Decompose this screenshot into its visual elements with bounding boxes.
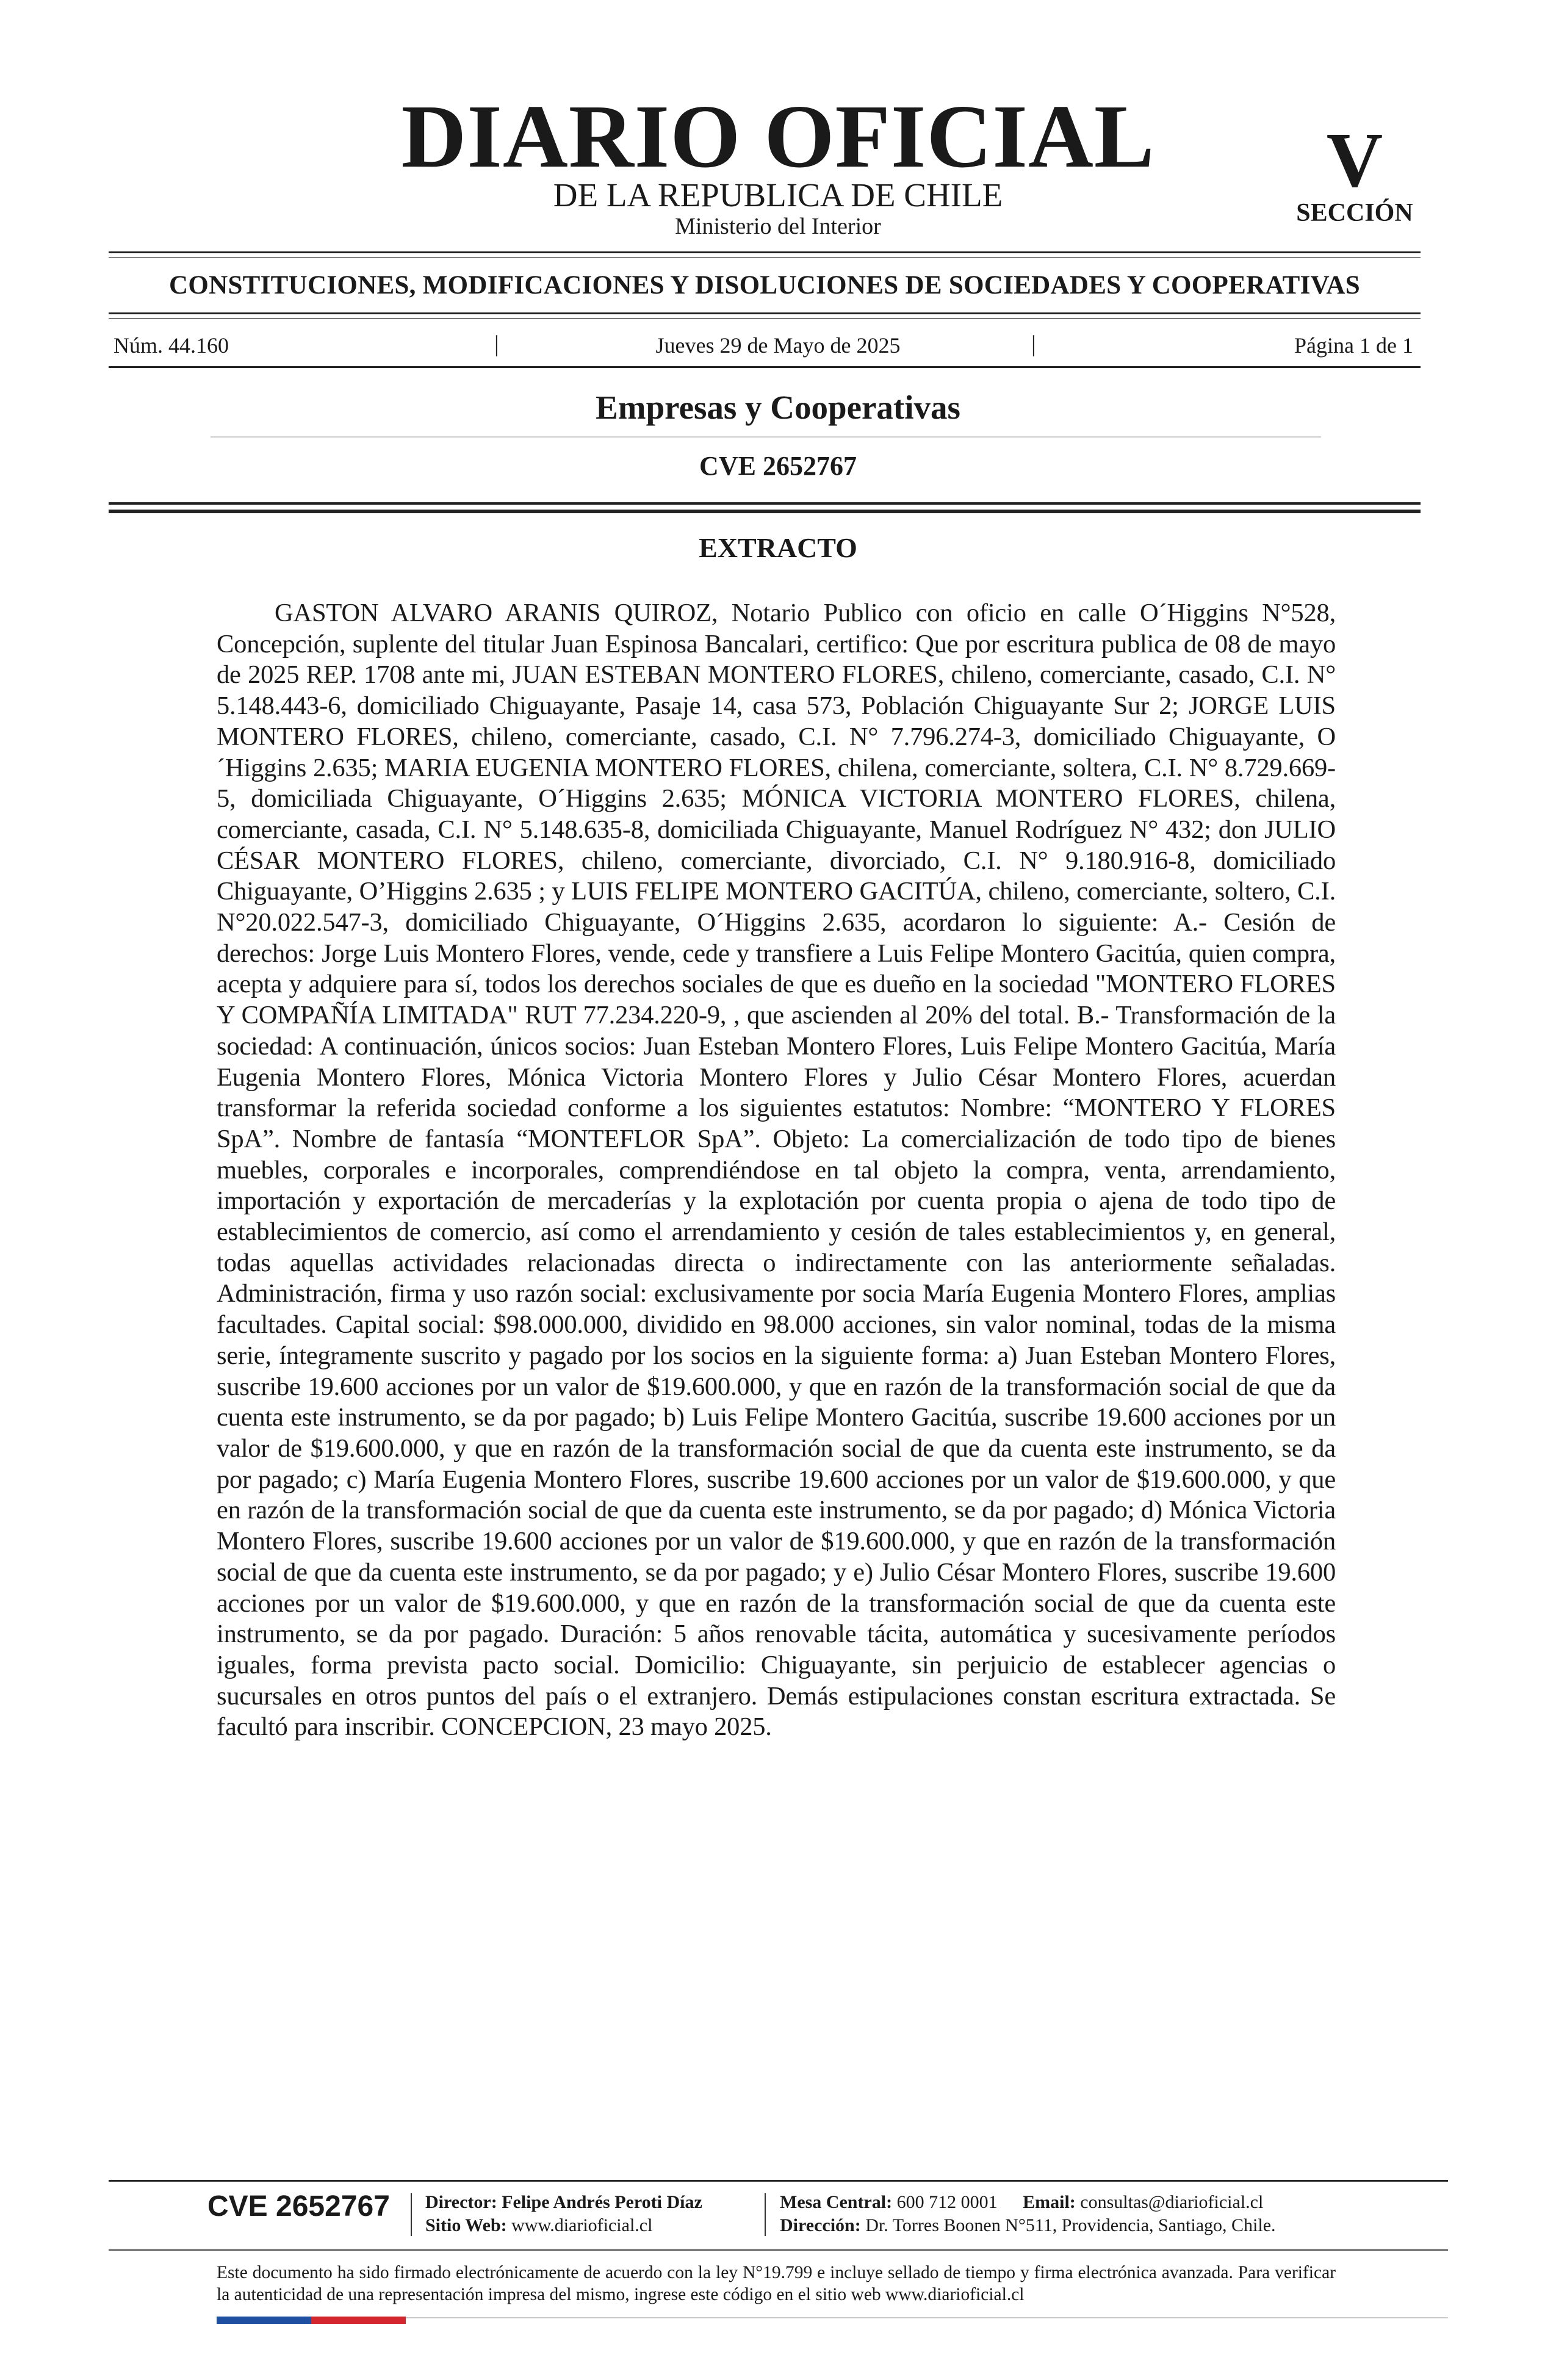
- director-value: Felipe Andrés Peroti Díaz: [502, 2192, 702, 2212]
- footer-divider: [411, 2193, 412, 2236]
- masthead-ministry: Ministerio del Interior: [675, 214, 881, 239]
- footer-director: [425, 2191, 702, 2214]
- section-heading: CONSTITUCIONES, MODIFICACIONES Y DISOLUCIONES DE SOCIEDADES Y COOPERATIVAS: [168, 271, 1360, 300]
- issue-page: Página 1 de 1: [1294, 333, 1413, 358]
- issue-separator: |: [494, 331, 499, 357]
- email-label: Email:: [1023, 2192, 1076, 2212]
- masthead-title: DIARIO OFICIAL: [401, 87, 1155, 187]
- footer-cve: CVE 2652767: [207, 2190, 390, 2223]
- email-link[interactable]: consultas@diarioficial.cl: [1080, 2192, 1264, 2212]
- header-rule-mid: [109, 312, 1421, 314]
- issue-separator: |: [1031, 331, 1036, 357]
- footer-rule: [109, 2180, 1448, 2182]
- footer-address: [780, 2214, 1276, 2237]
- address-value: Dr. Torres Boonen N°511, Providencia, Santiago, Chile.: [865, 2215, 1276, 2235]
- document-body: [217, 598, 1336, 1743]
- header-rule-top: [109, 251, 1421, 253]
- mesa-label: Mesa Central:: [780, 2192, 893, 2212]
- header-rule-top-thin: [109, 257, 1421, 258]
- footer-rule-mid: [109, 2249, 1448, 2251]
- cve-rule-thick: [109, 510, 1421, 513]
- director-label: Director:: [425, 2192, 497, 2212]
- mesa-value: 600 712 0001: [896, 2192, 998, 2212]
- footer-site: [425, 2214, 652, 2237]
- flag-stripe-red: [311, 2317, 406, 2324]
- category-rule: [211, 436, 1321, 438]
- issue-date: Jueves 29 de Mayo de 2025: [655, 333, 901, 358]
- header-rule-mid-thin: [109, 318, 1421, 319]
- document-paragraph: GASTON ALVARO ARANIS QUIROZ, Notario Publico con oficio en calle O´Higgins N°528, Concepción, suplente del titular Juan Espinosa Bancalari, certifico: Que por escritura publica de 08 de mayo de 2025 REP. 1708 ante mi, JUAN ESTEBAN MONTERO FLORES, chileno, comerciante, casado, C.I. N° 5.148.443-6, domiciliado Chiguayante, Pasaje 14, casa 573, Población Chiguayante Sur 2; JORGE LUIS MONTERO FLORES, chileno, comerciante, casado, C.I. N° 7.796.274-3, domiciliado Chiguayante, O´Higgins 2.635; MARIA EUGENIA MONTERO FLORES, chilena, comerciante, soltera, C.I. N° 8.729.669-5, domiciliada Chiguayante, O´Higgins 2.635; MÓNICA VICTORIA MONTERO FLORES, chilena, comerciante, casada, C.I. N° 5.148.635-8, domiciliada Chiguayante, Manuel Rodríguez N° 432; don JULIO CÉSAR MONTERO FLORES, chileno, comerciante, divorciado, C.I. N° 9.180.916-8, domiciliado Chiguayante, O’Higgins 2.635 ; y LUIS FELIPE MONTERO GACITÚA, chileno, comerciante, soltero, C.I. N°20.022.547-3, domiciliado Chiguayante, O´Higgins 2.635, acordaron lo siguiente: A.- Cesión de derechos: Jorge Luis Montero Flores, vende, cede y transfiere a Luis Felipe Montero Gacitúa, quien compra, acepta y adquiere para sí, todos los derechos sociales de que es dueño en la sociedad "MONTERO FLORES Y COMPAÑÍA LIMITADA" RUT 77.234.220-9, , que ascienden al 20% del total. B.- Transformación de la sociedad: A continuación, únicos socios: Juan Esteban Montero Flores, Luis Felipe Montero Gacitúa, María Eugenia Montero Flores, Mónica Victoria Montero Flores y Julio César Montero Flores, acuerdan transformar la referida sociedad conforme a los siguientes estatutos: Nombre: “MONTERO Y FLORES SpA”. Nombre de fantasía “MONTEFLOR SpA”. Objeto: La comercialización de todo tipo de bienes muebles, corporales e incorporales, comprendiéndose en tal objeto la compra, venta, arrendamiento, importación y exportación de mercaderías y la explotación por cuenta propia o ajena de todo tipo de establecimientos de comercio, así como el arrendamiento y cesión de tales establecimientos y, en general, todas aquellas actividades relacionadas directa o indirectamente con las anteriormente señaladas. Administración, firma y uso razón social: exclusivamente por socia María Eugenia Montero Flores, amplias facultades. Capital social: $98.000.000, dividido en 98.000 acciones, sin valor nominal, todas de la misma serie, íntegramente suscrito y pagado por los socios en la siguiente forma: a) Juan Esteban Montero Flores, suscribe 19.600 acciones por un valor de $19.600.000, y que en razón de la transformación social de que da cuenta este instrumento, se da por pagado; b) Luis Felipe Montero Gacitúa, suscribe 19.600 acciones por un valor de $19.600.000, y que en razón de la transformación social de que da cuenta este instrumento, se da por pagado; c) María Eugenia Montero Flores, suscribe 19.600 acciones por un valor de $19.600.000, y que en razón de la transformación social de que da cuenta este instrumento, se da por pagado; d) Mónica Victoria Montero Flores, suscribe 19.600 acciones por un valor de $19.600.000, y que en razón de la transformación social de que da cuenta este instrumento, se da por pagado; y e) Julio César Montero Flores, suscribe 19.600 acciones por un valor de $19.600.000, y que en razón de la transformación social de que da cuenta este instrumento, se da por pagado. Duración: 5 años renovable tácita, automática y sucesivamente períodos iguales, forma prevista pacto social. Domicilio: Chiguayante, sin perjuicio de establecer agencias o sucursales en otros puntos del país o el extranjero. Demás estipulaciones constan escritura extractada. Se facultó para inscribir. CONCEPCION, 23 mayo 2025.: [217, 599, 1336, 1742]
- cve-rule: [109, 502, 1421, 505]
- section-label: SECCIÓN: [1296, 199, 1413, 227]
- category-title: Empresas y Cooperativas: [596, 389, 960, 426]
- address-label: Dirección:: [780, 2215, 861, 2235]
- cve-code: CVE 2652767: [699, 451, 857, 481]
- document-title: EXTRACTO: [699, 532, 857, 563]
- footer-legal-note: Este documento ha sido firmado electrónicamente de acuerdo con la ley N°19.799 e incluye sellado de tiempo y firma electrónica avanzada. Para verificar la autenticidad de una representación impresa del mismo, ingrese este código en el sitio web www.diarioficial.cl: [217, 2263, 1336, 2304]
- site-label: Sitio Web:: [425, 2215, 507, 2235]
- site-link[interactable]: www.diarioficial.cl: [511, 2215, 653, 2235]
- issue-number: Núm. 44.160: [113, 333, 229, 358]
- footer-contact: [780, 2191, 1263, 2214]
- footer-divider: [765, 2193, 766, 2236]
- flag-stripe-blue: [217, 2317, 311, 2324]
- masthead-subtitle: DE LA REPUBLICA DE CHILE: [553, 176, 1003, 214]
- section-number: V: [1326, 117, 1383, 203]
- info-rule: [109, 366, 1421, 368]
